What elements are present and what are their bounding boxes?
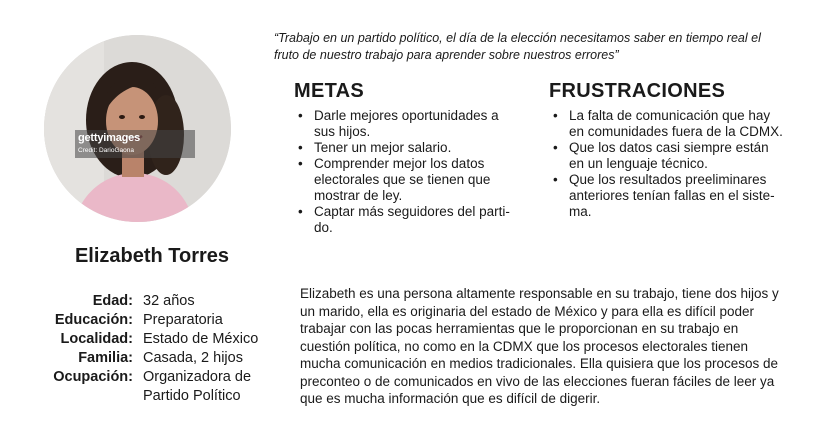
list-item [551,108,786,140]
persona-details [20,292,283,406]
list-item-text: Que los datos casi siempre están en un lenguaje técnico. [569,140,769,171]
bullet-icon: • [298,108,303,123]
watermark-brand: gettyimages [78,132,140,144]
list-item-text: La falta de comunicación que hay en comunidades fuera de la CDMX. [569,108,783,139]
persona-bio: Elizabeth es una persona altamente responsable en su trabajo, tiene dos hijos y un marido, ella es originaria del estado de México y para ella es difícil poder trabajar con las pocas herramientas que le proporcionan en su trabajo en cuestión política, no como en la CDMX que los procesos electorales tienen mucha comunicación en medios tradicionales. Ella quisiera que los procesos de preconteo o de comunicados en vivo de las elecciones fueran fáciles de leer ya que es mucha información que es difícil de digerir. [300,286,779,406]
list-item-text: Que los resultados preeliminares anteriores tenían fallas en el siste-ma. [569,172,775,219]
detail-label: Familia: [78,350,133,366]
detail-value: Preparatoria [143,312,223,328]
bullet-icon: • [298,204,303,219]
frustraciones-title: FRUSTRACIONES [549,80,726,102]
detail-label: Localidad: [60,331,133,347]
list-item-text: Captar más seguidores del parti-do. [314,204,510,235]
detail-label: Edad: [92,293,133,309]
detail-value: Casada, 2 hijos [143,350,243,366]
detail-value: Organizadora de Partido Político [143,369,252,404]
persona-quote: “Trabajo en un partido político, el día de la elección necesitamos saber en tiempo real el fruto de nuestro trabajo para aprender sobre nuestros errores” [274,31,761,62]
detail-value: 32 años [143,293,195,309]
list-item-text: Comprender mejor los datos electorales que se tienen que mostrar de ley. [314,156,491,203]
detail-row-age [20,292,283,311]
detail-row-family [20,349,283,368]
list-item [296,108,516,140]
metas-list [296,108,516,236]
bullet-icon: • [553,140,558,155]
list-item [296,140,516,156]
detail-row-education [20,311,283,330]
list-item-text: Darle mejores oportunidades a sus hijos. [314,108,499,139]
watermark-credit: Credit: DarioGaona [78,147,134,154]
detail-row-occupation [20,368,283,406]
list-item [296,156,516,204]
list-item [551,140,786,172]
persona-photo [44,35,231,222]
detail-label: Ocupación: [53,369,133,385]
bullet-icon: • [553,172,558,187]
bullet-icon: • [298,140,303,155]
detail-row-location [20,330,283,349]
list-item [296,204,516,236]
bullet-icon: • [553,108,558,123]
woman-portrait-image [44,35,231,222]
detail-value: Estado de México [143,331,259,347]
persona-name: Elizabeth Torres [74,245,230,267]
photo-watermark [75,130,195,158]
list-item [551,172,786,220]
bullet-icon: • [298,156,303,171]
list-item-text: Tener un mejor salario. [314,140,452,155]
detail-label: Educación: [54,312,133,328]
frustraciones-list [551,108,786,220]
metas-title: METAS [294,80,365,102]
